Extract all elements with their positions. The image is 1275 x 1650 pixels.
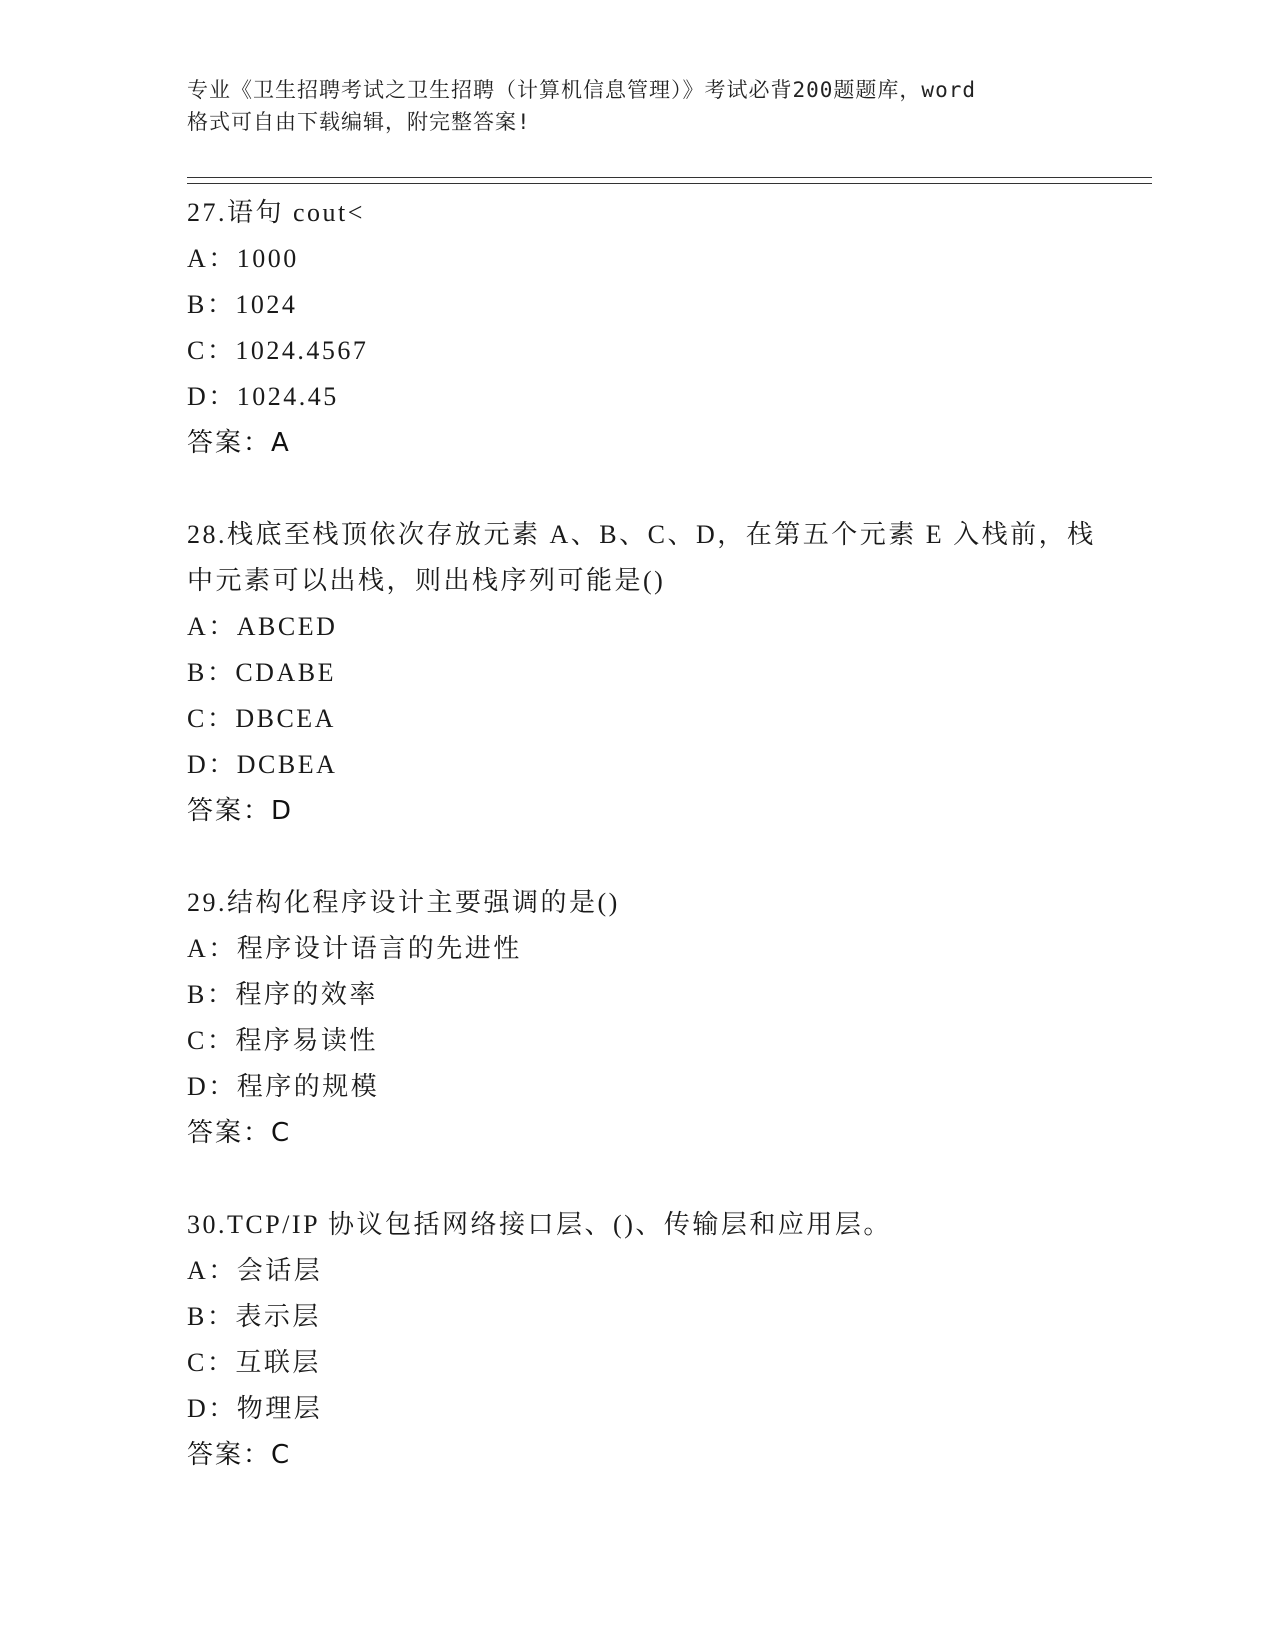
question-27 (187, 190, 1117, 466)
option-a (187, 604, 1117, 650)
option-key: A： (187, 244, 237, 273)
option-text: DCBEA (236, 750, 338, 779)
answer-label: 答案： (187, 428, 272, 458)
question-spacer (187, 834, 1117, 880)
answer-label: 答案： (187, 1118, 272, 1148)
answer-value: C (271, 1118, 290, 1148)
answer-value: A (271, 428, 289, 458)
option-a (187, 926, 1117, 972)
option-c (187, 1018, 1117, 1064)
option-text: 程序易读性 (235, 1026, 378, 1055)
option-text: 表示层 (235, 1302, 321, 1331)
option-text: 1024 (235, 290, 298, 319)
option-text: DBCEA (235, 704, 336, 733)
option-key: B： (187, 980, 236, 1009)
option-text: CDABE (235, 658, 336, 687)
option-c (187, 328, 1117, 374)
option-key: D： (187, 1072, 237, 1101)
option-key: A： (187, 934, 237, 963)
answer-line (187, 420, 1117, 466)
answer-line (187, 1110, 1117, 1156)
option-text: 物理层 (236, 1394, 323, 1423)
option-d (187, 1064, 1117, 1110)
option-a (187, 236, 1117, 282)
question-text: 30.TCP/IP 协议包括网络接口层、()、传输层和应用层。 (187, 1210, 892, 1239)
option-text: 会话层 (236, 1256, 323, 1285)
option-a (187, 1248, 1117, 1294)
option-b (187, 650, 1117, 696)
question-29 (187, 880, 1117, 1156)
option-key: C： (187, 704, 236, 733)
option-key: B： (187, 658, 236, 687)
option-key: D： (187, 750, 237, 779)
header-line-1: 专业《卫生招聘考试之卫生招聘（计算机信息管理）》考试必背200题题库，word (187, 78, 976, 102)
option-key: C： (187, 336, 236, 365)
question-text: 27.语句 cout< (187, 198, 365, 227)
question-28 (187, 512, 1117, 834)
answer-line (187, 1432, 1117, 1478)
question-spacer (187, 1156, 1117, 1202)
document-header (187, 74, 1087, 138)
option-text: ABCED (236, 612, 338, 641)
option-text: 程序的规模 (236, 1072, 380, 1101)
question-spacer (187, 466, 1117, 512)
header-divider-top (187, 177, 1152, 178)
option-text: 1024.4567 (235, 336, 369, 365)
option-d (187, 742, 1117, 788)
option-key: D： (187, 382, 237, 411)
question-text: 28.栈底至栈顶依次存放元素 A、B、C、D，在第五个元素 E 入栈前，栈 (187, 520, 1096, 549)
header-line-2: 格式可自由下载编辑，附完整答案! (187, 110, 531, 134)
option-d (187, 374, 1117, 420)
option-c (187, 1340, 1117, 1386)
option-key: A： (187, 612, 237, 641)
option-c (187, 696, 1117, 742)
option-key: B： (187, 290, 236, 319)
answer-value: D (271, 796, 292, 826)
answer-label: 答案： (187, 796, 272, 826)
option-text: 1024.45 (236, 382, 339, 411)
option-key: C： (187, 1348, 236, 1377)
option-d (187, 1386, 1117, 1432)
option-text: 程序的效率 (235, 980, 378, 1009)
option-b (187, 1294, 1117, 1340)
option-b (187, 282, 1117, 328)
question-30 (187, 1202, 1117, 1478)
answer-line (187, 788, 1117, 834)
answer-label: 答案： (187, 1440, 272, 1470)
option-text: 互联层 (235, 1348, 321, 1377)
option-key: C： (187, 1026, 236, 1055)
header-divider-bottom (187, 183, 1152, 184)
option-text: 程序设计语言的先进性 (236, 934, 522, 963)
option-key: D： (187, 1394, 237, 1423)
option-key: A： (187, 1256, 237, 1285)
answer-value: C (271, 1440, 290, 1470)
question-list (187, 190, 1117, 1478)
option-b (187, 972, 1117, 1018)
option-text: 1000 (236, 244, 299, 273)
question-text: 29.结构化程序设计主要强调的是() (187, 888, 620, 917)
question-text-continued: 中元素可以出栈，则出栈序列可能是() (187, 566, 666, 595)
option-key: B： (187, 1302, 236, 1331)
